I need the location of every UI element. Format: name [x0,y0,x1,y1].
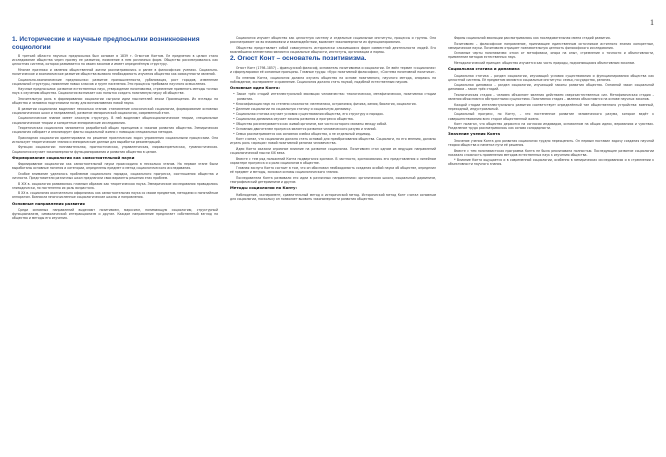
paragraph: Функции социологии: познавательная, прогностическая, управленческая, мировоззренческая, гуманистическая. Социология изучает закономерности функционирования и развития общества в целом. [12,145,218,154]
list-item: • Классификация наук по степени сложности: математика, астрономия, физика, химия, биология, социология. [237,102,436,106]
paragraph: Среди основных направлений выделяют позитивизм, марксизм, понимающую социологию, структурный функционализм, символический интеракционизм и другие. Каждое направление предлагает собственный взгляд на общество и методы его изучения. [12,208,218,221]
paragraph: Конт считал, что социология должна стать основой для преобразования общества. Социологи, по его мнению, должны играть роль «жрецов» новой позитивной религии человечества. [230,137,436,146]
paragraph: Последователи Конта развивали его идеи в различных направлениях: органическая школа, социальный дарвинизм, географический детерминизм и другие. [230,176,436,185]
paragraph: Теоретическая социология занимается разработкой общих принципов и законов развития общества. Эмпирическая социология собирает и анализирует факты социальной жизни с помощью специальных методов. [12,126,218,135]
subsection-title: Методы социологии по Конту: [230,185,298,191]
paragraph: Теологическая стадия – человек объясняет явления действием сверхъестественных сил. Метафизическая стадия – явления объясняются абстрактными сущностями. Позитивная стадия – явления объясняются на основе научных законов. [448,93,654,102]
subsection-title: Социальная статика и динамика [448,66,520,72]
paragraph: Значение учения Конта для развития социологии трудно переоценить. Он первым поставил задачу создания научной теории общества и наметил пути её решения. [448,138,654,147]
paragraph: Формы социальной эволюции рассматривались как последовательная смена стадий развития. [454,36,611,40]
subsection-title: Формирование социологии как самостоятельной науки [12,154,135,160]
col3-blocks [448,74,654,131]
paragraph: Основные черты позитивизма: отказ от метафизики, опора на опыт, стремление к точности и объективности, применение методов естественных наук. [448,51,654,60]
col2-blocks-2 [230,137,436,184]
list-item: • Социальная статика изучает условия существования общества, его структуру и порядок. [237,112,436,116]
paragraph: Позитивизм – философское направление, признающее единственным источником истинного знания конкретные, эмпирические науки. Позитивизм отрицает познавательную ценность философского исследования. [448,41,654,50]
subsection-title: Значение учения Конта [448,131,501,137]
paragraph: Научные предпосылки: развитие естественных наук, утверждение позитивизма, стремление применять методы точных наук к изучению общества. Социология возникает как попытка создать позитивную науку об обществе. [12,87,218,96]
paragraph: Методологический принцип: общество изучается как часть природы, подчиняющаяся объективным законам. [454,60,635,65]
col1-blocks-3 [12,208,218,220]
paragraph: Прикладная социология ориентирована на решение практических задач управления социальными процессами. Она использует теоретические знания и эмпирические данные для выработки рекомендаций. [12,135,218,144]
list-item: • Основным двигателем прогресса является развитие человеческого разума и знаний. [237,127,436,131]
column-3 [448,36,654,448]
paragraph: Главная заслуга Конта состоит в том, что он обосновал необходимость создания особой науки об обществе, определил её предмет и методы, заложил основы социологического знания. [230,166,436,175]
paragraph: Конт полагал, что общество держится на согласии индивидов, основанном на общих идеях, верованиях и чувствах. Разделение труда рассматривалось как основа солидарности. [448,122,654,131]
subsection-title: Основные идеи Конта: [230,84,280,90]
col1-blocks-2 [12,162,218,199]
col2-blocks [230,66,436,84]
section-title-2: 2. Огюст Конт – основатель позитивизма. [230,55,367,63]
page-number: 1 [650,18,654,27]
paragraph: По мнению Конта, социология должна изучать общество на основе позитивного, научного метода, опираясь на наблюдение, эксперимент и сравнение. Социология должна стать наукой, подобной естественным наукам. [230,75,436,84]
paragraph: Социальная статика – раздел социологии, изучающий условия существования и функционирования общества как целостной системы. Её предметом являются социальные институты: семья, государство, религия. [448,73,654,82]
paragraph: Многие признаки и явления общественной жизни рассматривались и ранее в философских учениях. Социально-политическое и экономическое развитие общества вызвало необходимость изучения общества как совокупности явлений. [12,67,218,77]
col3-blocks-2 [448,139,654,167]
subsection-title: Основные направления развития [12,200,85,206]
col2-blocks-3 [230,193,436,201]
paragraph: Вместе с тем ряд положений Конта подвергался критике. В частности, критиковались его представления о линейном характере прогресса и о роли социологов в обществе. [230,156,436,165]
list-item: • Социальная динамика изучает законы развития и прогресса общества. [237,117,436,121]
paragraph: Огюст Конт (1798–1857) – французский философ, основатель позитивизма и социологии. Он ввёл термин «социология» и сформулировал её основные принципы. Главные труды: «Курс позитивной философии», «Система позитивной политики». [230,65,436,75]
paragraph: Социально-экономические предпосылки: развитие промышленности, урбанизация, рост городов, изменение социальной структуры, появление новых классов и групп населения. Эти процессы требовали научного осмысления. [12,77,218,86]
paragraph: Социальный прогресс, по Конту, – это постепенное развитие человеческого разума, которое ведёт к совершенствованию всех сторон общественной жизни. [448,112,654,121]
column-2 [230,36,436,448]
paragraph: Общество представляет собой совокупность исторически сложившихся форм совместной деятельности людей. Его важнейшими элементами являются социальные общности, институты, организации и нормы. [230,45,436,54]
paragraph: В XX в. социология окончательно оформилась как самостоятельная наука со своим предметом, методами и понятийным аппаратом. Возникли многочисленные социологические школы и направления. [12,191,218,200]
list-item: • Общество рассматривается как живой организм, все части которого связаны между собой. [237,122,436,126]
paragraph: * Влияние Конта ощущается и в современной социологии, особенно в эмпирических исследованиях и в стремлении к объективности научного знания. [448,158,654,167]
paragraph: Наблюдение, эксперимент, сравнительный метод и исторический метод. Исторический метод Конт считал основным для социологии, поскольку он позволяет выявить закономерности развития общества. [230,192,436,201]
paragraph: Формирование социологии как самостоятельной науки происходило в несколько этапов. На первом этапе были выработаны основные понятия и категории, определены предмет и метод социологического исследования. [12,162,218,171]
list-item: • Деление социологии на социальную статику и социальную динамику. [237,107,436,111]
paragraph: Идеи Конта оказали огромное влияние на развитие социологии. Позитивизм стал одним из ведущих направлений социологической мысли XIX века. [230,146,436,156]
column-1 [12,36,218,448]
paragraph: В развитии социологии выделяют несколько этапов: становление классической социологии, формирование основных социологических школ и направлений, развитие эмпирической социологии, современный этап. [12,106,218,115]
paragraph: Социологическое знание имеет сложную структуру. В ней выделяют общесоциологические теории, специальные социологические теории и конкретные эмпирические исследования. [12,116,218,125]
section-title-1: 1. Исторические и научные предпосылки возникновения социологии [12,36,200,51]
paragraph: В третьей области научных предпосылок был основан в 1839 г. Огюстом Контом. Ее предметом в целом стало исследование общества через призму ее развития, появление в нем различных форм. Общество рассматривалось как целостная система, которая развивается по своим законам и имеет определённую структуру. [12,54,218,67]
paragraph: Особое внимание уделялось проблемам социального порядка, социального прогресса, соотношения общества и личности. Представители различных школ предлагали свои варианты решения этих проблем. [12,171,218,181]
col1-blocks [12,54,218,153]
paragraph: В XIX в. социология развивалась главным образом как теоретическая наука. Эмпирические исследования проводились эпизодически, но постепенно их роль возрастала. [12,181,218,190]
paragraph: Вместе с тем позитивистская программа Конта не была реализована полностью. Последующее развитие социологии показало сложность применения методов естественных наук к изучению общества. [448,148,654,157]
list-item: • Закон трёх стадий интеллектуальной эволюции человечества: теологическая, метафизическая, позитивная стадии развития. [237,92,436,100]
paragraph: Значительную роль в формировании социологии сыграли идеи мыслителей эпохи Просвещения. Их взгляды на общество и человека подготовили почву для возникновения новой науки. [12,97,218,106]
list-item: • Семья рассматривается как основная ячейка общества, а не отдельный индивид. [237,132,436,136]
paragraph: Каждой стадии интеллектуального развития соответствует определённый тип общественного устройства: военный, переходный, индустриальный. [448,102,654,111]
col3-blocks-top [448,36,654,65]
col2-list [230,92,436,136]
col2-blocks-top [230,36,436,54]
paragraph: Социальная динамика – раздел социологии, изучающий законы развития общества. Основной закон социальной динамики – закон трёх стадий. [448,83,654,92]
paragraph: Социология изучает общество как целостную систему и отдельные социальные институты, процессы и группы. Она рассматривает их во взаимосвязи и взаимодействии, выявляет закономерности их функционирования. [230,36,436,45]
